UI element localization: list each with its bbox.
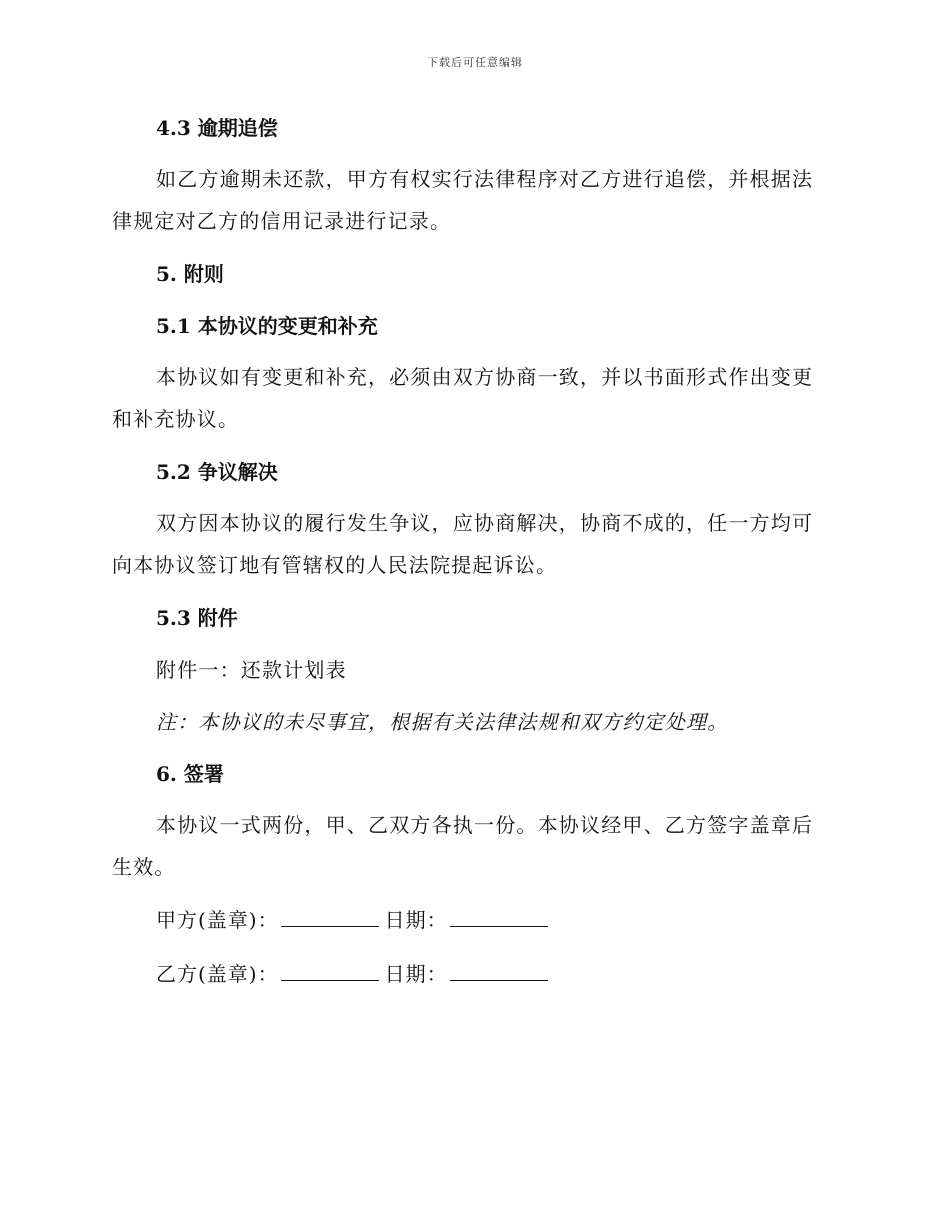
party-a-signature-line [156,900,832,940]
section-paragraph-5-2: 双方因本协议的履行发生争议，应协商解决，协商不成的，任一方均可向本协议签订地有管辖权的人民法院提起诉讼。 [112,511,814,577]
document-body [112,108,832,994]
party-b-label: 乙方(盖章)： [156,962,279,986]
party-b-date-label: 日期： [384,962,448,986]
party-b-signature-line [156,954,832,994]
party-a-label: 甲方(盖章)： [156,908,279,932]
section-heading-5: 5. 附则 [156,262,224,286]
section-heading-4-3: 4.3 逾期追偿 [156,116,278,140]
section-heading-5-2: 5.2 争议解决 [156,460,278,484]
page-header: 下载后可任意编辑 [427,56,523,69]
section-heading-5-3: 5.3 附件 [156,606,238,630]
party-a-date-label: 日期： [384,908,448,932]
party-a-signature-blank [281,904,379,927]
note-line: 注：本协议的未尽事宜，根据有关法律法规和双方约定处理。 [156,710,729,734]
party-b-date-blank [450,958,548,981]
section-paragraph-6: 本协议一式两份，甲、乙双方各执一份。本协议经甲、乙方签字盖章后生效。 [112,813,814,879]
party-a-date-blank [450,904,548,927]
section-heading-5-1: 5.1 本协议的变更和补充 [156,314,378,338]
attachment-line: 附件一：还款计划表 [156,658,347,682]
section-paragraph-4-3: 如乙方逾期未还款，甲方有权实行法律程序对乙方进行追偿，并根据法律规定对乙方的信用记录进行记录。 [112,167,814,233]
section-heading-6: 6. 签署 [156,762,224,786]
section-paragraph-5-1: 本协议如有变更和补充，必须由双方协商一致，并以书面形式作出变更和补充协议。 [112,365,814,431]
party-b-signature-blank [281,958,379,981]
